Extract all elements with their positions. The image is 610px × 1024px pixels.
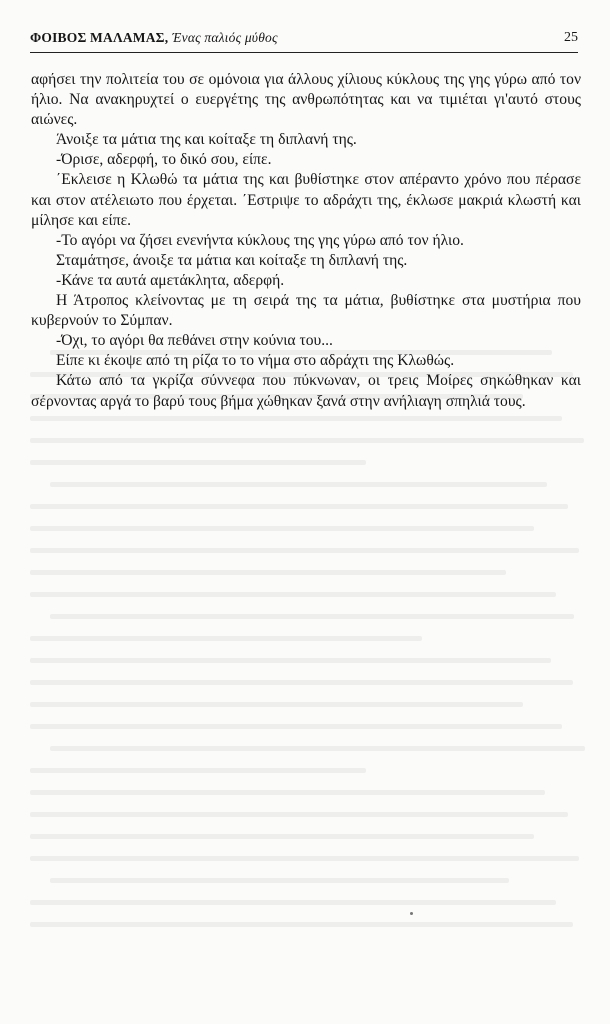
show-through-line bbox=[30, 592, 556, 597]
paragraph: ΄Εκλεισε η Κλωθώ τα μάτια της και βυθίστηκε στον απέραντο χρόνο που πέρασε και στον ατέλειωτο που έρχεται. ΄Εστριψε το αδράχτι της, έκλωσε μακριά κλωστή και μίλησε και είπε. bbox=[31, 171, 581, 229]
author-name: ΦΟΙΒΟΣ ΜΑΛΑΜΑΣ, bbox=[30, 30, 169, 45]
show-through-line bbox=[50, 878, 509, 883]
show-through-line bbox=[30, 790, 545, 795]
show-through-line bbox=[30, 768, 366, 773]
show-through-line bbox=[30, 724, 562, 729]
paragraph: αφήσει την πολιτεία του σε ομόνοια για άλλους χίλιους κύκλους της γης γύρω από τον ήλιο. Να ανακηρυχτεί ο ευεργέτης της ανθρωπότητας και να τιμιέται γι'αυτό στους αιώνες. bbox=[31, 71, 581, 129]
ink-speck bbox=[410, 912, 413, 915]
paragraph: Σταμάτησε, άνοιξε τα μάτια και κοίταξε τη διπλανή της. bbox=[56, 251, 408, 269]
paragraph: Η Άτροπος κλείνοντας με τη σειρά της τα μάτια, βυθίστηκε στα μυστήρια που κυβερνούν το Σύμπαν. bbox=[31, 292, 581, 330]
show-through-line bbox=[30, 548, 579, 553]
show-through-line bbox=[50, 614, 574, 619]
header-title bbox=[30, 30, 278, 47]
paragraph: Είπε κι έκοψε από τη ρίζα το το νήμα στο αδράχτι της Κλωθώς. bbox=[56, 352, 455, 370]
running-header bbox=[30, 28, 578, 53]
show-through-line bbox=[30, 416, 562, 421]
book-title: Ένας παλιός μύθος bbox=[172, 30, 278, 45]
show-through-line bbox=[30, 460, 366, 465]
show-through-line bbox=[50, 746, 585, 751]
show-through-line bbox=[30, 504, 568, 509]
show-through-line bbox=[50, 482, 547, 487]
show-through-line bbox=[30, 680, 573, 685]
paragraph: Άνοιξε τα μάτια της και κοίταξε τη διπλανή της. bbox=[56, 131, 357, 149]
show-through-line bbox=[30, 922, 573, 927]
show-through-line bbox=[30, 856, 579, 861]
body-text bbox=[31, 70, 581, 412]
show-through-line bbox=[30, 702, 523, 707]
show-through-line bbox=[30, 570, 506, 575]
show-through-line bbox=[30, 900, 556, 905]
paragraph: Κάτω από τα γκρίζα σύννεφα που πύκνωναν, οι τρεις Μοίρες σηκώθηκαν και σέρνοντας αργά το βαρύ τους βήμα χώθηκαν ξανά στην ανήλιαγη σπηλιά τους. bbox=[31, 372, 581, 410]
show-through-line bbox=[30, 812, 568, 817]
show-through-line bbox=[30, 834, 534, 839]
paragraph: -Κάνε τα αυτά αμετάκλητα, αδερφή. bbox=[56, 271, 285, 289]
show-through-line bbox=[30, 636, 422, 641]
show-through-line bbox=[30, 438, 584, 443]
show-through-line bbox=[30, 526, 534, 531]
page-number: 25 bbox=[564, 30, 578, 45]
paragraph: -Το αγόρι να ζήσει ενενήντα κύκλους της γης γύρω από τον ήλιο. bbox=[56, 231, 464, 249]
paragraph: -Όχι, το αγόρι θα πεθάνει στην κούνια του... bbox=[56, 332, 333, 350]
show-through-line bbox=[30, 658, 551, 663]
paragraph: -Όρισε, αδερφή, το δικό σου, είπε. bbox=[56, 151, 272, 169]
